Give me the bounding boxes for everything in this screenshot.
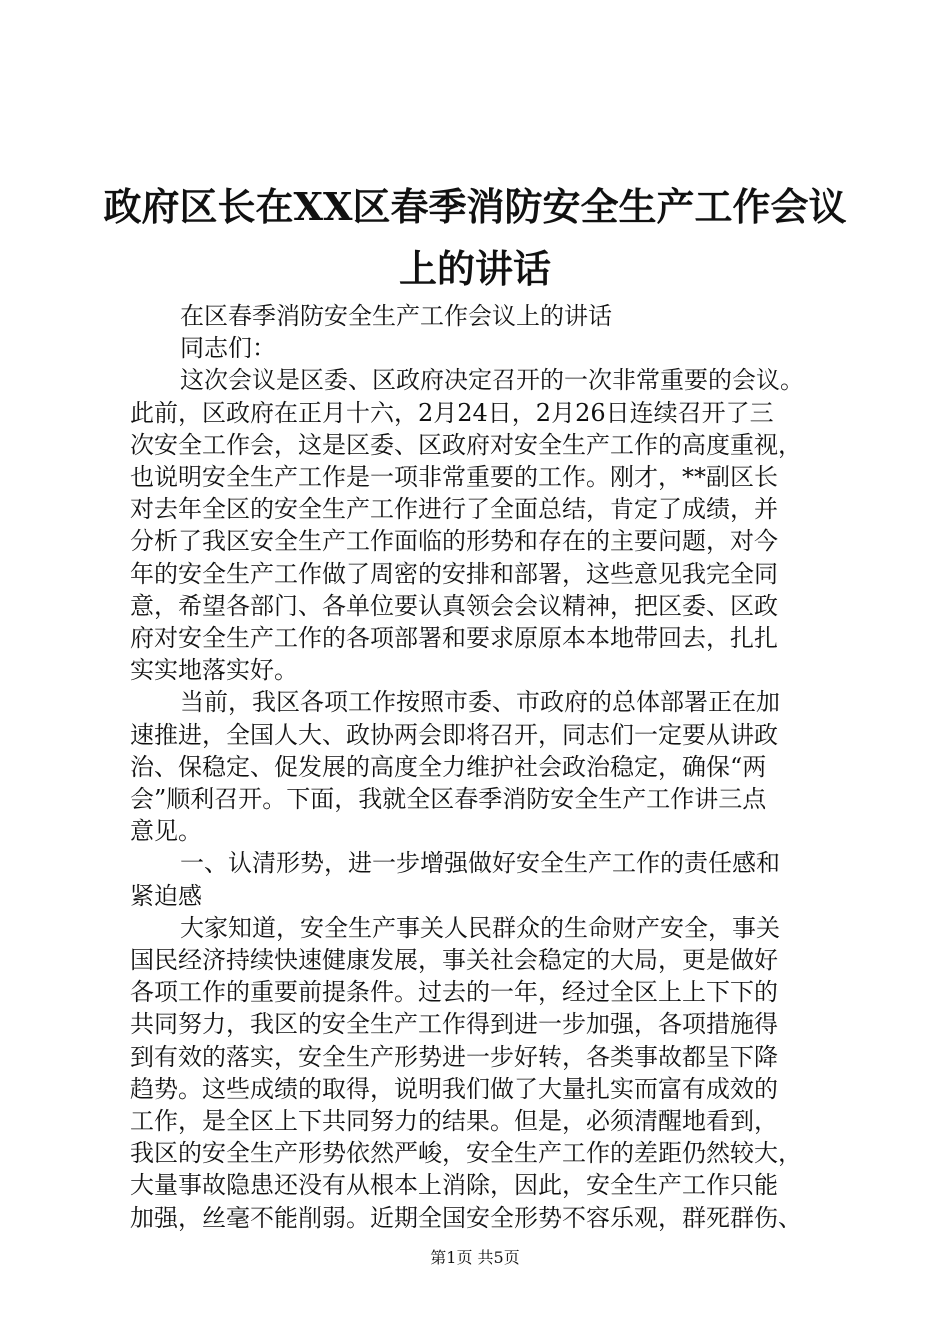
body-text-line: 工作，是全区上下共同努力的结果。但是，必须清醒地看到， (130, 1107, 778, 1135)
body-text-line: 也说明安全生产工作是一项非常重要的工作。刚才，**副区长 (130, 463, 778, 491)
body-text-line: 紧迫感 (130, 881, 202, 910)
body-text-line: 到有效的落实，安全生产形势进一步好转，各类事故都呈下降 (130, 1042, 778, 1071)
title-text: 上的讲话 (398, 246, 551, 291)
body-text-line: 意见。 (130, 817, 202, 846)
body-text-line: 共同努力，我区的安全生产工作得到进一步加强，各项措施得 (130, 1010, 778, 1039)
body-text-line: 趋势。这些成绩的取得，说明我们做了大量扎实而富有成效的 (130, 1074, 778, 1103)
body-text-line: 在区春季消防安全生产工作会议上的讲话 (180, 302, 612, 330)
body-text-line: 速推进，全国人大、政协两会即将召开，同志们一定要从讲政 (130, 720, 778, 749)
body-text-line: 分析了我区安全生产工作面临的形势和存在的主要问题，对今 (130, 527, 778, 556)
body-text-line: 同志们： (180, 334, 276, 363)
body-text-line: 一、认清形势，进一步增强做好安全生产工作的责任感和 (180, 849, 780, 878)
page-number-footer: 第1页 共5页 (430, 1248, 520, 1267)
body-text-line: 对去年全区的安全生产工作进行了全面总结，肯定了成绩，并 (130, 495, 778, 524)
body-text-line: 年的安全生产工作做了周密的安排和部署，这些意见我完全同 (130, 559, 778, 588)
body-text-line: 当前，我区各项工作按照市委、市政府的总体部署正在加 (180, 688, 780, 717)
body-text-line: 这次会议是区委、区政府决定召开的一次非常重要的会议。 (180, 366, 804, 395)
document-title-line-2 (100, 246, 850, 291)
body-text-line: 各项工作的重要前提条件。过去的一年，经过全区上上下下的 (130, 978, 778, 1007)
body-text-line: 会”顺利召开。下面，我就全区春季消防安全生产工作讲三点 (130, 785, 767, 813)
title-text: 政府区长在XX区春季消防安全生产工作会议 (103, 184, 847, 229)
body-text-line: 大家知道，安全生产事关人民群众的生命财产安全，事关 (180, 913, 780, 942)
body-text-line: 大量事故隐患还没有从根本上消除，因此，安全生产工作只能 (130, 1171, 778, 1200)
body-text-line: 加强，丝毫不能削弱。近期全国安全形势不容乐观，群死群伤、 (130, 1203, 802, 1232)
body-text-line: 次安全工作会，这是区委、区政府对安全生产工作的高度重视， (130, 430, 802, 459)
body-text-line: 我区的安全生产形势依然严峻，安全生产工作的差距仍然较大， (130, 1139, 802, 1168)
document-title-line-1 (100, 184, 850, 229)
body-text-line: 意，希望各部门、各单位要认真领会会议精神，把区委、区政 (130, 591, 778, 620)
body-text-line: 国民经济持续快速健康发展，事关社会稳定的大局，更是做好 (130, 946, 778, 974)
body-text-line: 此前，区政府在正月十六，2月24日，2月26日连续召开了三 (130, 398, 774, 427)
body-text-line: 府对安全生产工作的各项部署和要求原原本本地带回去，扎扎 (130, 624, 778, 652)
body-text-line: 治、保稳定、促发展的高度全力维护社会政治稳定，确保“两 (130, 752, 767, 781)
body-text-line: 实实地落实好。 (130, 656, 298, 685)
